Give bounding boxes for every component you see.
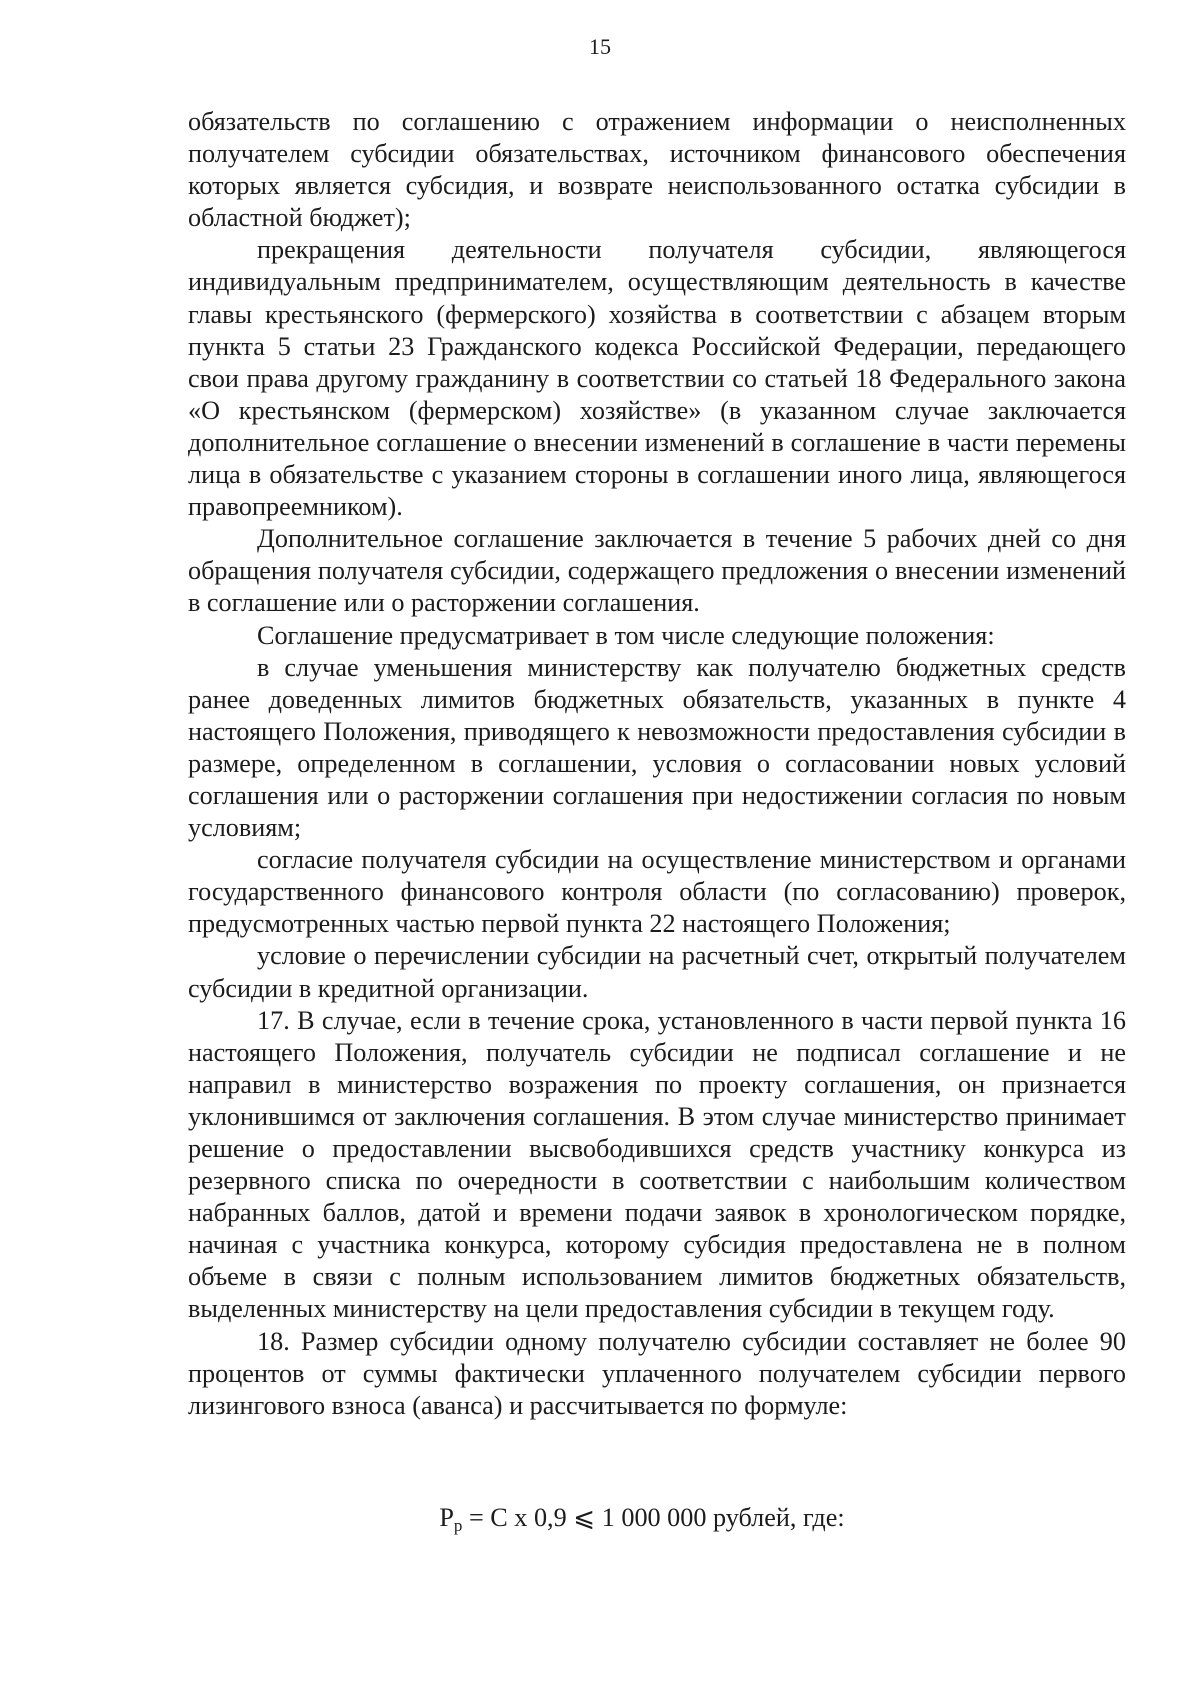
paragraph-section-17: 17. В случае, если в течение срока, установленного в части первой пункта 16 настоящего Положения, получатель субсидии не подписал соглашение и не направил в министерство возражения по проекту соглашения, он признается уклонившимся от заключения соглашения. В этом случае министерство принимает решение о предоставлении высвободившихся средств участнику конкурса из резервного списка по очередности в соответствии с наибольшим количеством набранных баллов, датой и времени подачи заявок в хронологическом порядке, начиная с участника конкурса, которому субсидия предоставлена не в полном объеме в связи с полным использованием лимитов бюджетных обязательств, выделенных министерству на цели предоставления субсидии в текущем году. bbox=[188, 1005, 1126, 1324]
paragraph-section-18: 18. Размер субсидии одному получателю субсидии составляет не более 90 процентов от суммы фактически уплаченного получателем субсидии первого лизингового взноса (аванса) и рассчитывается по формуле: bbox=[188, 1326, 1126, 1420]
formula-expression bbox=[439, 1502, 844, 1534]
document-body bbox=[188, 106, 1126, 1422]
paragraph: прекращения деятельности получателя субсидии, являющегося индивидуальным предпринимателем, осуществляющим деятельность в качестве главы крестьянского (фермерского) хозяйства в соответствии с абзацем вторым пункта 5 статьи 23 Гражданского кодекса Российской Федерации, передающего свои права другому гражданину в соответствии со статьей 18 Федерального закона «О крестьянском (фермерском) хозяйстве» (в указанном случае заключается дополнительное соглашение о внесении изменений в соглашение в части перемены лица в обязательстве с указанием стороны в соглашении иного лица, являющегося правопреемником). bbox=[188, 235, 1126, 522]
paragraph: обязательств по соглашению с отражением информации о неисполненных получателем субсидии обязательствах, источником финансового обеспечения которых является субсидия, и возврате неиспользованного остатка субсидии в областной бюджет); bbox=[188, 107, 1126, 233]
formula-base: P bbox=[439, 1503, 454, 1532]
paragraph: согласие получателя субсидии на осуществление министерством и органами государственного финансового контроля области (по согласованию) проверок, предусмотренных частью первой пункта 22 настоящего Положения; bbox=[188, 845, 1126, 939]
formula-subscript: р bbox=[453, 1516, 463, 1535]
page-number: 15 bbox=[589, 34, 611, 59]
paragraph: Дополнительное соглашение заключается в течение 5 рабочих дней со дня обращения получателя субсидии, содержащего предложения о внесении изменений в соглашение или о расторжении соглашения. bbox=[188, 524, 1126, 618]
subsidy-formula bbox=[0, 1502, 1200, 1534]
paragraph: Соглашение предусматривает в том числе следующие положения: bbox=[257, 620, 995, 650]
paragraph: в случае уменьшения министерству как получателю бюджетных средств ранее доведенных лимитов бюджетных обязательств, указанных в пункте 4 настоящего Положения, приводящего к невозможности предоставления субсидии в размере, определенном в соглашении, условия о согласовании новых условий соглашения или о расторжении соглашения при недостижении согласия по новым условиям; bbox=[188, 652, 1126, 843]
paragraph: условие о перечислении субсидии на расчетный счет, открытый получателем субсидии в кредитной организации. bbox=[188, 941, 1126, 1003]
formula-rest: = С х 0,9 ⩽ 1 000 000 рублей, где: bbox=[462, 1503, 845, 1532]
